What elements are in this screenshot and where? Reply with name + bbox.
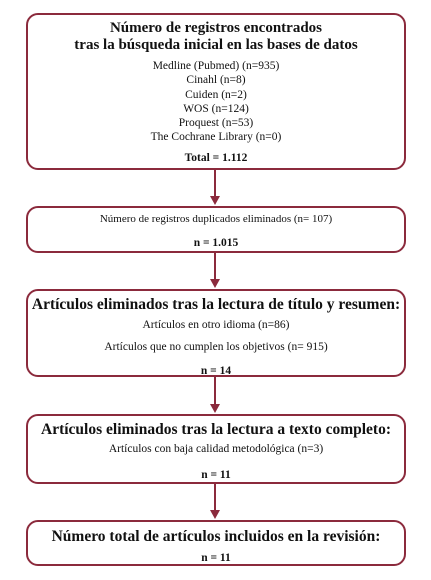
- search-title-line2: tras la búsqueda inicial en las bases de datos: [74, 37, 358, 53]
- full-text-total: n = 11: [201, 468, 231, 481]
- database-item-wos: WOS (n=124): [183, 102, 249, 115]
- included-box: [26, 520, 406, 566]
- full-text-title: Artículos eliminados tras la lectura a texto completo:: [41, 421, 391, 438]
- other-language-item: Artículos en otro idioma (n=86): [142, 319, 290, 331]
- included-total: n = 11: [201, 552, 231, 564]
- duplicates-removed-text: Número de registros duplicados eliminados (n= 107): [99, 213, 333, 225]
- flow-arrow-3: [214, 377, 216, 405]
- search-total: Total = 1.112: [184, 151, 248, 164]
- database-item-proquest: Proquest (n=53): [178, 117, 254, 130]
- title-abstract-title: Artículos eliminados tras la lectura de título y resumen:: [31, 296, 401, 313]
- search-results-box: [26, 13, 406, 170]
- database-item-cochrane: The Cochrane Library (n=0): [150, 131, 282, 144]
- database-item-cinahl: Cinahl (n=8): [186, 74, 246, 87]
- database-item-medline: Medline (Pubmed) (n=935): [152, 60, 280, 72]
- title-abstract-box: [26, 289, 406, 377]
- flow-arrow-4: [214, 484, 216, 511]
- title-abstract-total: n = 14: [200, 365, 232, 377]
- database-list: [28, 59, 404, 145]
- full-text-box: [26, 414, 406, 484]
- database-item-cuiden: Cuiden (n=2): [185, 88, 247, 101]
- not-meeting-objectives-item: Artículos que no cumplen los objetivos (n= 915): [104, 341, 328, 353]
- duplicates-box: [26, 206, 406, 253]
- flow-arrow-1: [214, 170, 216, 197]
- low-quality-item: Artículos con baja calidad metodológica (n=3): [108, 443, 324, 455]
- search-title-line1: Número de registros encontrados: [109, 20, 323, 36]
- duplicates-total: n = 1.015: [193, 237, 239, 249]
- flow-arrow-2: [214, 253, 216, 280]
- included-title: Número total de artículos incluidos en la revisión:: [51, 528, 381, 545]
